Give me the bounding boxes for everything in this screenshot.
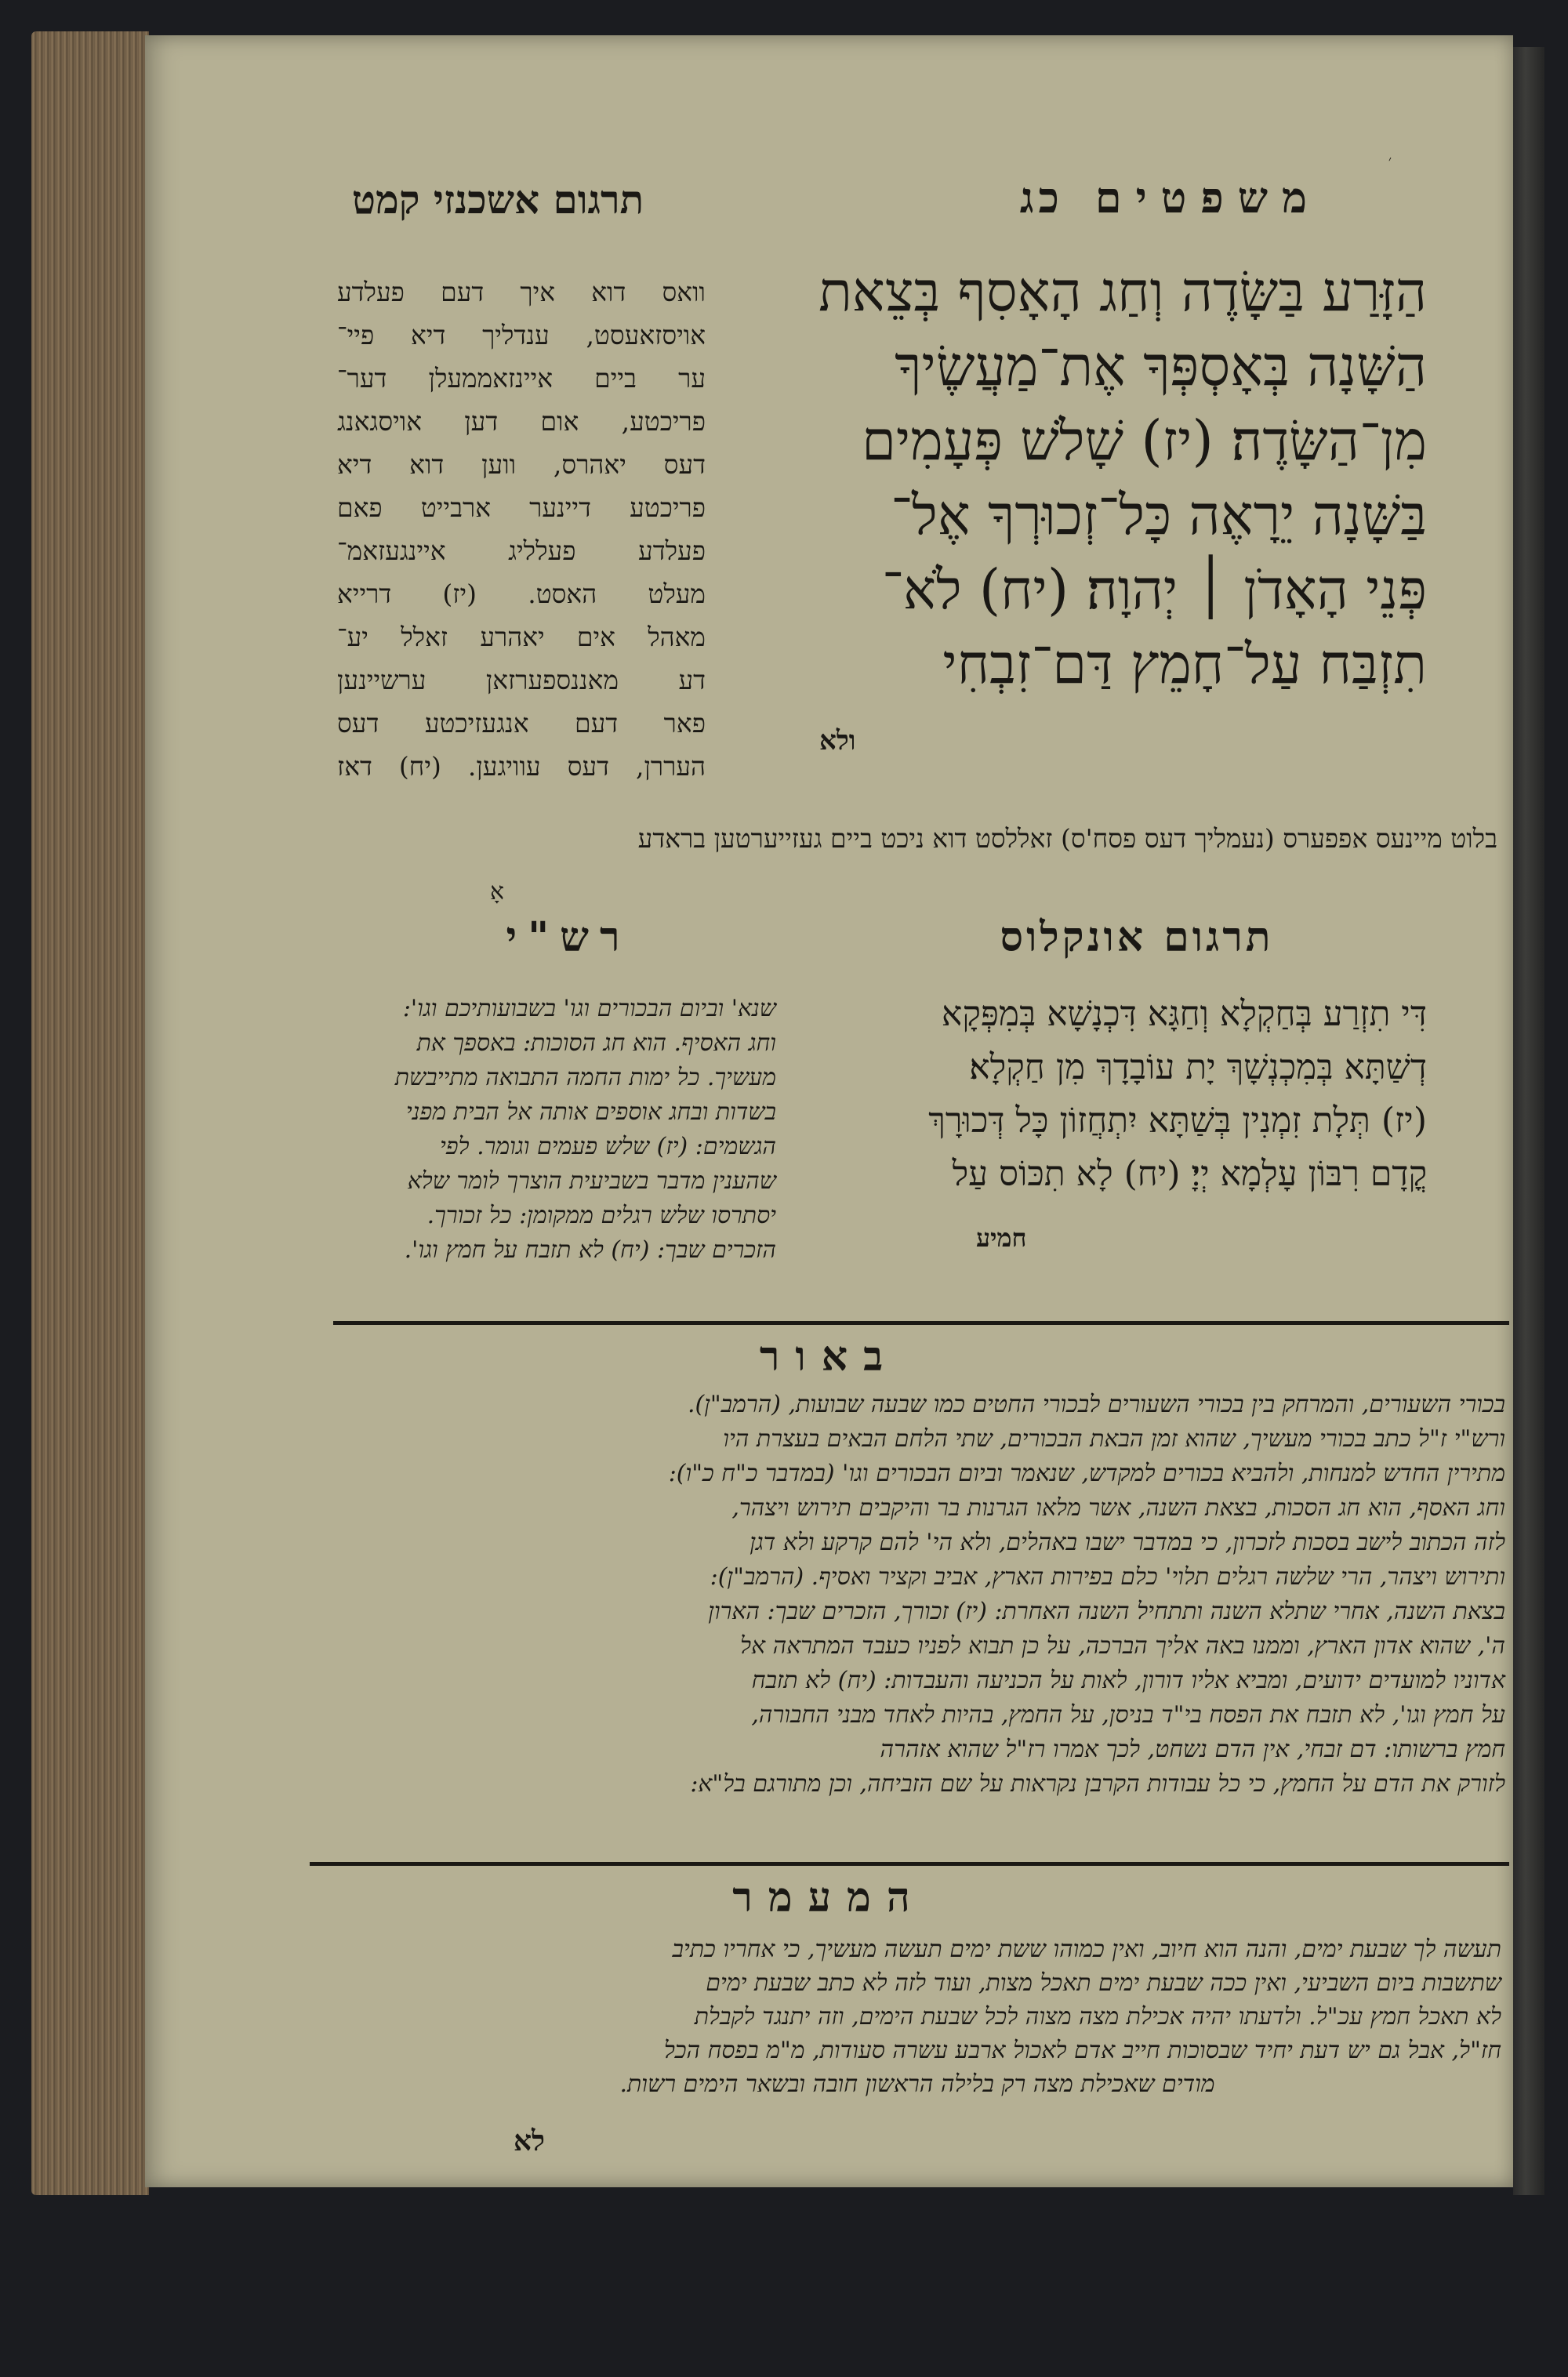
rashi-line: הזכרים שבך: (יח) לא תזבח על חמץ וגו'.	[404, 1236, 776, 1264]
yiddish-line: דעס יאהרס, ווען דוא דיא	[337, 449, 706, 480]
rashi-header: רש"י	[506, 913, 631, 961]
meamer-line: תעשה לך שבעת ימים, והנה הוא חיוב, ואין כמוהו ששת ימים תעשה מעשיך, כי אחריו כתיב	[672, 1936, 1501, 1963]
biur-line: ותירוש ויצהר, הרי שלשה רגלים תלוי' כלם בפירות הארץ, אביב וקציר ואסיף. (הרמב"ן):	[710, 1563, 1505, 1591]
onkelos-line: דְשַׁתָּא בְּמִכְנְשָׁךְ יָת עוֹבָדָךְ מִן חַקְלָא׃	[969, 1047, 1427, 1087]
yiddish-line: פעלדע פעלליג איינגעזאמ־	[337, 535, 706, 566]
rashi-line: שנא' וביום הבכורים וגו' בשבועותיכם וגו':	[402, 995, 776, 1022]
parsha-name: משפטים	[1094, 172, 1321, 223]
onkelos-header: תרגום אונקלוס	[1000, 913, 1274, 961]
rashi-line: שהענין מדבר בשביעית הוצרך לומר שלא	[407, 1167, 776, 1195]
rashi-line: מעשיך. כל ימות החמה התבואה מתייבשת	[394, 1064, 776, 1091]
yiddish-catchword: אָ	[490, 878, 505, 905]
biur-commentary	[321, 1388, 1505, 1802]
yiddish-translation	[337, 270, 706, 788]
meamer-line: מודים שאכילת מצה רק בלילה הראשון חובה ובשאר הימים רשות.	[619, 2070, 1215, 2098]
torah-line: מִן־הַשָּׂדֶה׃ (יז) שָׁלֹשׁ פְּעָמִים	[862, 408, 1427, 473]
meamer-line: שתשבות ביום השביעי, ואין ככה שבעת ימים תאכל מצות, ועוד לזה לא כתב שבעת ימים	[706, 1969, 1501, 1997]
book-page-edges	[31, 31, 149, 2195]
yiddish-line: פריכטע דיינער ארבייט פאם	[337, 492, 706, 523]
yiddish-line: העררן, דעס עוויגען. (יח) דאז	[337, 751, 706, 782]
biur-line: חמץ ברשותו: דם זבחי, אין הדם נשחט, לכך אמרו רז"ל שהוא אזהרה	[880, 1736, 1505, 1763]
torah-line: בַּשָּׁנָה יֵרָאֶה כָּל־זְכוּרְךָ אֶל־	[891, 483, 1427, 547]
book-page	[145, 35, 1513, 2187]
torah-catchword: ולא	[819, 725, 856, 757]
yiddish-line: וואס דוא איך דעם פעלדע	[337, 277, 706, 307]
torah-line: הַשָּׁנָה בְּאָסְפְּךָ אֶת־מַעֲשֶׂיךָ	[895, 334, 1427, 398]
biur-line: אדוניו למועדים ידועים, ומביא אליו דורון, לאות על הכניעה והעבדות: (יח) לא תזבח	[751, 1667, 1505, 1694]
page-catchword: לא	[514, 2125, 545, 2157]
meamer-commentary	[333, 1932, 1501, 2101]
yiddish-line: פאר דעם אנגעזיכטע דעס	[337, 708, 706, 739]
rashi-line: בשדות ובחג אוספים אותה אל הבית מפני	[405, 1098, 776, 1126]
biur-line: בכורי השעורים, והמרחק בין בכורי השעורים לבכורי החטים כמו שבעה שבועות, (הרמב"ן).	[687, 1391, 1505, 1418]
chapter-number: כג	[1019, 172, 1064, 223]
targum-ashkenazi-header: תרגום אשכנזי קמט	[351, 176, 644, 223]
yiddish-wide-line: בלוט מיינעס אפפערס (נעמליך דעס פסח'ס) זאללסט דוא ניכט ביים געזייערטען בראדע	[637, 823, 1497, 854]
onkelos-catchword: חמיע	[976, 1223, 1027, 1253]
meamer-line: חז"ל, אבל גם יש דעת יחיד שבסוכות חייב אדם לאכול ארבע עשרה סעודות, מ"מ בפסח הכל	[663, 2037, 1501, 2064]
biur-line: לזה הכתוב לישב בסכות לזכרון, כי במדבר ישבו באהלים, ולא הי' להם קרקע ולא דגן	[750, 1529, 1505, 1556]
torah-line: פְּנֵי הָאָדֹן ׀ יְהוָה׃ (יח) לֹא־	[882, 557, 1427, 622]
rashi-commentary	[337, 992, 776, 1268]
rashi-line: יסתרסו שלש רגלים ממקומן: כל זכורך.	[426, 1202, 776, 1229]
biur-header: באור	[759, 1333, 899, 1381]
onkelos-text	[808, 988, 1427, 1201]
yiddish-line: ער ביים איינזאממעלן דער־	[337, 363, 706, 394]
parsha-header	[772, 172, 1321, 223]
rashi-line: וחג האסיף. הוא חג הסוכות: באספך את	[416, 1029, 776, 1057]
torah-text	[713, 255, 1427, 702]
onkelos-line: קֳדָם רִבּוֹן עָלְמָא יְיָ׃ (יח) לָא תִכּוֹס עַל	[952, 1154, 1427, 1194]
biur-line: וחג האסף, הוא חג הסכות, בצאת השנה, אשר מלאו הגרנות בר והיקבים תירוש ויצהר,	[731, 1494, 1505, 1522]
meamer-line: לא תאכל חמץ עכ"ל. ולדעתו יהיה אכילת מצה מצוה לכל שבעת הימים, וזה יתנגד לקבלת	[694, 2003, 1501, 2030]
book-spine-shadow	[1513, 47, 1544, 2195]
yiddish-line: מעלט האסט. (יז) דרייא	[337, 579, 706, 609]
biur-line: מתירין החדש למנחות, ולהביא בכורים למקדש, שנאמר וביום הבכורים וגו' (במדבר כ"ח כ"ו):	[668, 1460, 1505, 1487]
torah-line: תִזְבַּח עַל־חָמֵץ דַּם־זִבְחִי	[942, 632, 1427, 696]
rashi-line: הגשמים: (יז) שלש פעמים וגומר. לפי	[439, 1133, 776, 1160]
torah-line: הַזָּרַע בַּשָּׂדֶה וְחַג הָאָסִף בְּצֵאת	[818, 259, 1427, 324]
yiddish-line: דע מאננספערזאן ערשיינען	[337, 665, 706, 695]
onkelos-line: (יז) תְּלָת זִמְנִין בְּשַׁתָּא יִתְחֲזוֹן כָּל דְּכוּרָךְ	[928, 1101, 1427, 1141]
section-divider	[310, 1862, 1509, 1866]
biur-line: בצאת השנה, אחרי שתלא השנה ותתחיל השנה האחרת: (יז) זכורך, הזכרים שבך: הארון	[708, 1598, 1505, 1625]
biur-line: על חמץ וגו', לא תזבח את הפסח בי"ד בניסן, על החמץ, בהיות לאחד מבני החבורה,	[751, 1701, 1505, 1729]
section-divider	[333, 1321, 1509, 1325]
biur-line: ה', שהוא אדון הארץ, וממנו באה אליך הברכה, על כן תבוא לפניו כעבד המתראה אל	[740, 1632, 1505, 1660]
yiddish-line: אויסזאעסט, ענדליך דיא פיי־	[337, 320, 706, 350]
yiddish-line: מאהל אים יאהרע זאלל יע־	[337, 622, 706, 652]
yiddish-line: פריכטע, אום דען אויסגאנג	[337, 406, 706, 437]
biur-line: לזורק את הדם על החמץ, כי כל עבודות הקרבן נקראות על שם הזביחה, וכן מתורגם בל"א:	[690, 1770, 1505, 1798]
meamer-header: המעמר	[732, 1874, 926, 1922]
onkelos-line: דִּי תִזְרַע בְּחַקְלָא וְחַגָּא דִּכְנָשָׁא בְּמִפְּקָא	[941, 994, 1427, 1034]
biur-line: ורש"י ז"ל כתב בכורי מעשיך, שהוא זמן הבאת הבכורים, שתי הלחם הבאים בעצרת היו	[723, 1425, 1505, 1453]
page-mark: ׳	[1388, 153, 1392, 169]
